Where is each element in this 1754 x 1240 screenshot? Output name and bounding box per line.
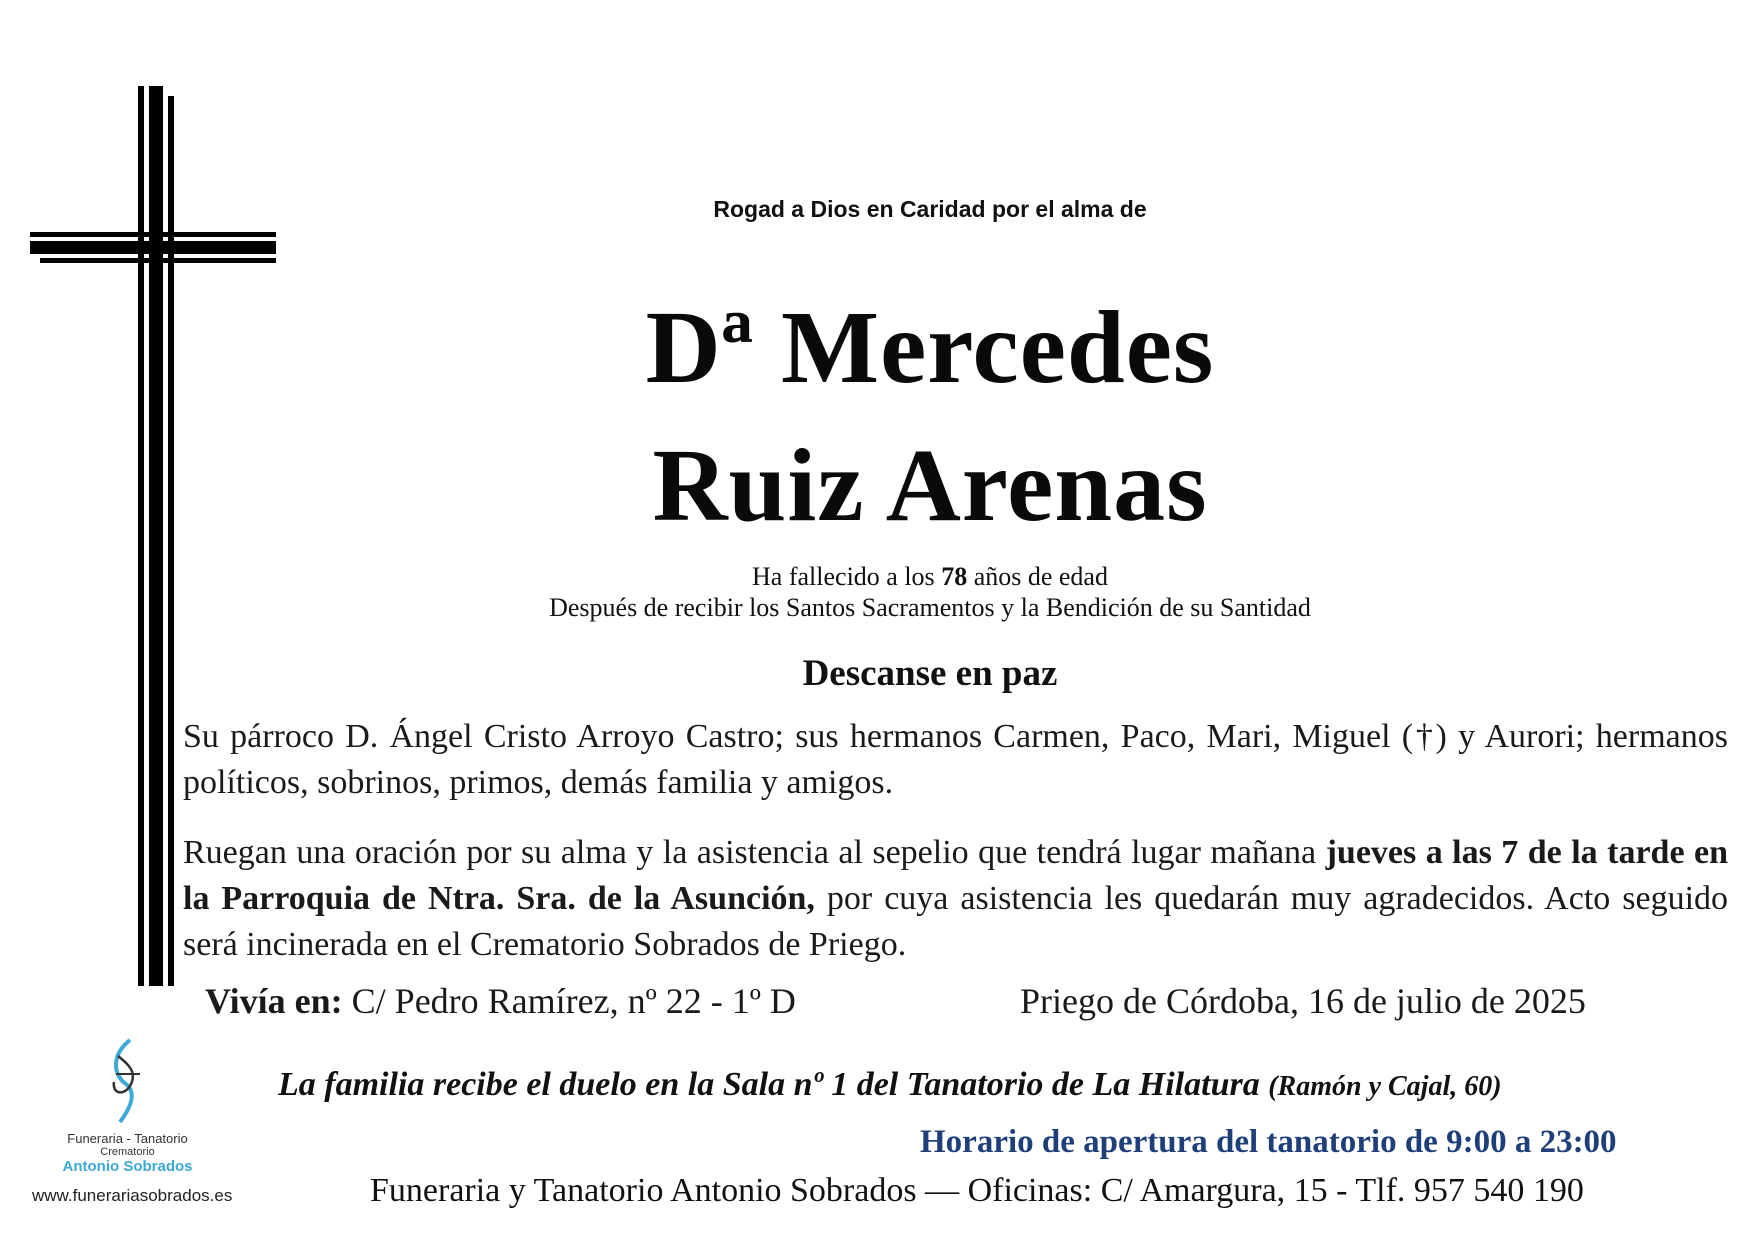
opening-hours: Horario de apertura del tanatorio de 9:00 a 23:00 bbox=[920, 1124, 1617, 1160]
logo-line-3: Antonio Sobrados bbox=[62, 1158, 193, 1175]
rest-in-peace: Descanse en paz bbox=[802, 653, 1058, 694]
prayer-start: Ruegan una oración por su alma y la asistencia al sepelio que tendrá lugar mañana bbox=[183, 834, 1317, 871]
family-paragraph: Su párroco D. Ángel Cristo Arroyo Castro; sus hermanos Carmen, Paco, Mari, Miguel (†) y Aurori; hermanos políticos, sobrinos, primos, demás familia y amigos. bbox=[183, 718, 1728, 801]
deceased-name-last: Ruiz Arenas bbox=[652, 428, 1208, 543]
sacraments-line: Después de recibir los Santos Sacramentos y la Bendición de su Santidad bbox=[549, 593, 1311, 622]
prayer-bold: jueves a las 7 de la tarde en la Parroquia de Ntra. Sra. de la Asunción, bbox=[183, 834, 1729, 917]
age-value: 78 bbox=[941, 562, 968, 591]
wake-room-text: La familia recibe el duelo en la Sala nº 1 del Tanatorio de La Hilatura bbox=[278, 1066, 1260, 1103]
logo-line-1: Funeraria - Tanatorio bbox=[67, 1131, 188, 1146]
address-line bbox=[205, 980, 796, 1022]
deceased-name-first: Dª Mercedes bbox=[645, 290, 1215, 405]
logo-mark-icon bbox=[100, 1036, 150, 1126]
funeral-home-logo bbox=[40, 1036, 215, 1175]
wake-room-line bbox=[278, 1066, 1502, 1104]
address-label: Vivía en: bbox=[205, 981, 343, 1021]
age-suffix: años de edad bbox=[973, 562, 1108, 591]
website-link[interactable]: www.funerariasobrados.es bbox=[32, 1186, 233, 1205]
age-line bbox=[460, 562, 1400, 592]
prayer-end: por cuya asistencia les quedarán muy agradecidos. Acto seguido será incinerada en el Crematorio Sobrados de Priego. bbox=[183, 880, 1729, 963]
logo-line-2: Crematorio bbox=[100, 1146, 155, 1158]
address-value: C/ Pedro Ramírez, nº 22 - 1º D bbox=[351, 981, 796, 1021]
office-contact: Funeraria y Tanatorio Antonio Sobrados — Oficinas: C/ Amargura, 15 - Tlf. 957 540 190 bbox=[370, 1172, 1584, 1209]
wake-room-address: (Ramón y Cajal, 60) bbox=[1268, 1071, 1502, 1102]
place-date: Priego de Córdoba, 16 de julio de 2025 bbox=[1020, 981, 1586, 1021]
age-prefix: Ha fallecido a los bbox=[752, 562, 935, 591]
intro-text: Rogad a Dios en Caridad por el alma de bbox=[713, 196, 1147, 222]
prayer-paragraph bbox=[183, 830, 1728, 968]
